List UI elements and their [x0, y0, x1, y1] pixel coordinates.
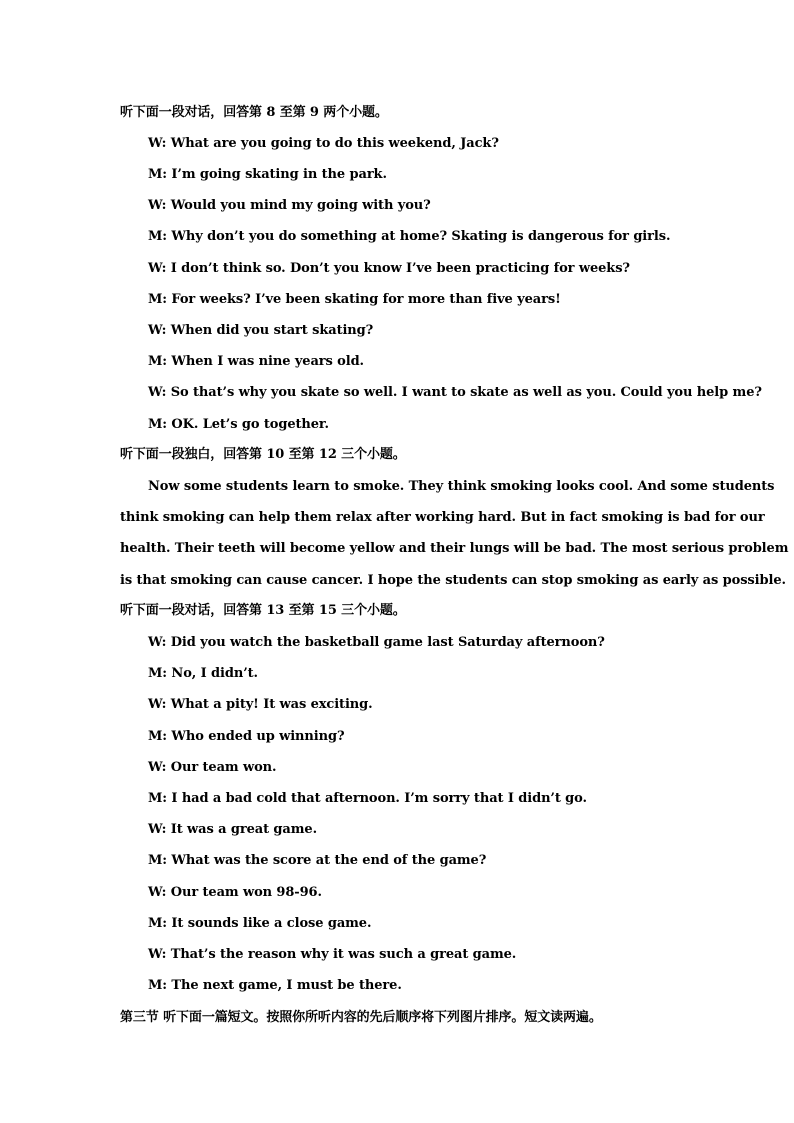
dialogue-line: M: I had a bad cold that afternoon. I’m sorry that I didn’t go.	[148, 791, 587, 806]
dialogue-line: W: So that’s why you skate so well. I want to skate as well as you. Could you help me?	[148, 385, 762, 400]
dialogue-line: W: That’s the reason why it was such a great game.	[148, 947, 517, 962]
dialogue-line: W: I don’t think so. Don’t you know I’ve been practicing for weeks?	[148, 261, 630, 276]
dialogue-line: W: What a pity! It was exciting.	[148, 697, 373, 712]
dialogue-line: M: Who ended up winning?	[148, 729, 345, 744]
dialogue-line: W: Would you mind my going with you?	[148, 198, 431, 213]
dialogue-line: M: When I was nine years old.	[148, 354, 364, 369]
dialogue-line: M: What was the score at the end of the game?	[148, 853, 487, 868]
dialogue-line: W: It was a great game.	[148, 822, 317, 837]
dialogue-line: M: It sounds like a close game.	[148, 916, 372, 931]
section-heading: 第三节 听下面一篇短文。按照你所听内容的先后顺序将下列图片排序。短文读两遍。	[120, 1010, 602, 1025]
monologue-line: think smoking can help them relax after working hard. But in fact smoking is bad for our	[120, 510, 765, 525]
section-heading: 听下面一段对话，回答第 8 至第 9 两个小题。	[120, 105, 388, 120]
monologue-line: health. Their teeth will become yellow and their lungs will be bad. The most serious problem	[120, 541, 789, 556]
dialogue-line: W: What are you going to do this weekend, Jack?	[148, 136, 499, 151]
monologue-line: Now some students learn to smoke. They think smoking looks cool. And some students	[148, 479, 775, 494]
monologue-line: is that smoking can cause cancer. I hope the students can stop smoking as early as possible.	[120, 573, 786, 588]
dialogue-line: M: OK. Let’s go together.	[148, 417, 329, 432]
dialogue-line: W: Did you watch the basketball game last Saturday afternoon?	[148, 635, 605, 650]
dialogue-line: W: Our team won 98-96.	[148, 885, 322, 900]
section-heading: 听下面一段对话，回答第 13 至第 15 三个小题。	[120, 603, 406, 618]
dialogue-line: M: For weeks? I’ve been skating for more than five years!	[148, 292, 561, 307]
dialogue-line: M: No, I didn’t.	[148, 666, 258, 681]
section-heading: 听下面一段独白，回答第 10 至第 12 三个小题。	[120, 447, 406, 462]
dialogue-line: M: The next game, I must be there.	[148, 978, 402, 993]
dialogue-line: M: I’m going skating in the park.	[148, 167, 387, 182]
dialogue-line: M: Why don’t you do something at home? Skating is dangerous for girls.	[148, 229, 671, 244]
dialogue-line: W: Our team won.	[148, 760, 277, 775]
dialogue-line: W: When did you start skating?	[148, 323, 374, 338]
